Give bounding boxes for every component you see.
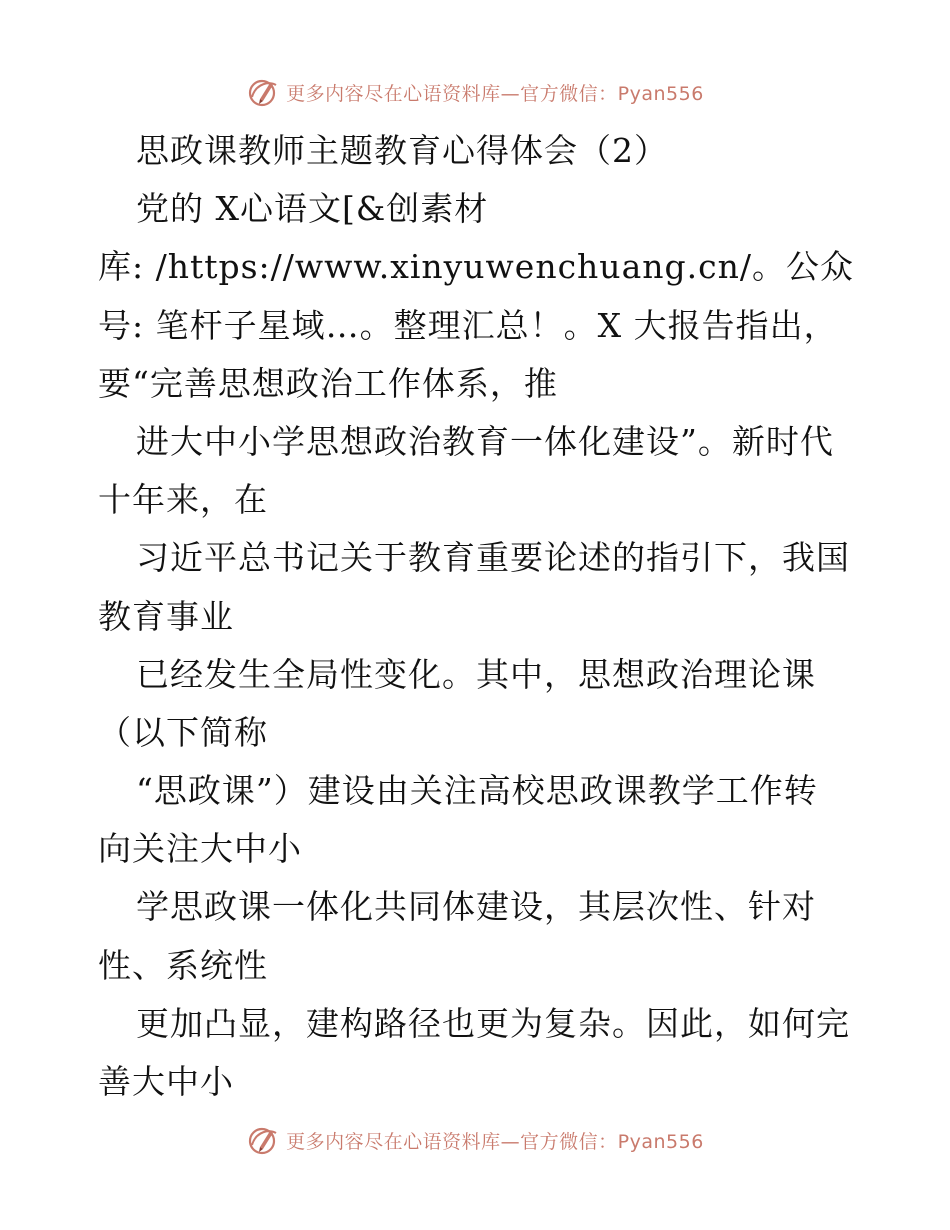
text-line: 要“完善思想政治工作体系，推: [98, 363, 558, 403]
pen-swirl-logo-icon: [246, 75, 280, 109]
text-line: 库: /https://www.xinyuwenchuang.cn/。公众: [98, 247, 854, 287]
text-line: 十年来，在: [98, 480, 268, 520]
text-line: “思政课”）建设由关注高校思政课教学工作转: [136, 771, 818, 811]
document-body: [98, 122, 868, 1111]
pen-swirl-logo-icon: [246, 1123, 280, 1157]
footer-banner: [0, 1120, 950, 1160]
text-line: 党的 X心语文[&创素材: [136, 189, 489, 229]
text-line: 更加凸显，建构路径也更为复杂。因此，如何完: [136, 1003, 850, 1043]
text-line: 号: 笔杆子星域…。整理汇总！。X 大报告指出，: [98, 305, 838, 345]
text-line: 学思政课一体化共同体建设，其层次性、针对: [136, 887, 816, 927]
footer-banner-text: 更多内容尽在心语资料库—官方微信：Pyan556: [286, 1130, 704, 1153]
text-line: 善大中小: [98, 1062, 234, 1101]
text-line: 进大中小学思想政治教育一体化建设”。新时代: [136, 421, 834, 461]
text-line: 教育事业: [98, 596, 234, 636]
text-line: 习近平总书记关于教育重要论述的指引下，我国: [136, 538, 850, 578]
header-banner: [0, 72, 950, 112]
text-line: （以下简称: [98, 712, 268, 752]
text-line: 已经发生全局性变化。其中，思想政治理论课: [136, 654, 816, 694]
text-line: 性、系统性: [98, 945, 268, 985]
header-banner-text: 更多内容尽在心语资料库—官方微信：Pyan556: [286, 82, 704, 105]
text-line: 思政课教师主题教育心得体会（2）: [136, 131, 668, 170]
text-line: 向关注大中小: [98, 829, 302, 869]
